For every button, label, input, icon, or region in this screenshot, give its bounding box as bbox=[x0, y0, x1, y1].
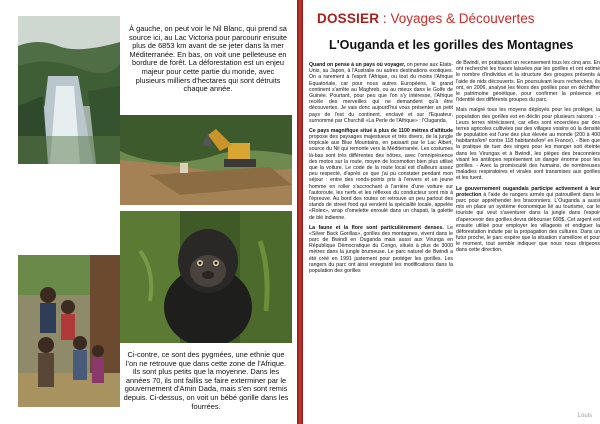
paragraph-body: on pense aux Etats-Unis, au Japon, à l'Australie ou autres destinations exotiques. On a rarement à l'esprit l'Afrique, ou tout du moins l'Afrique Equatoriale, car pour nous autres Européens, le grand continent s'arrête au Maghreb, ou au mieux dans le Golfe de Guinée. Pourtant, pour peu que l'on s'y intéresse, l'Afrique recèle des merveilles qui ne demandent qu'à être découvertes. Je vais donc aujourd'hui vous présenter un petit pays de l'est du continent, enclavé et sur l'Equateur, surnommé par Churchill «La Perle de l'Afrique» : l'Ouganda. bbox=[309, 62, 453, 124]
left-page bbox=[0, 0, 297, 424]
article-column-1 bbox=[309, 62, 453, 407]
paragraph-census bbox=[456, 60, 600, 103]
excavator-deforestation-photo bbox=[120, 115, 292, 205]
paragraph-lead: Ce pays magnifique situé à plus de 1100 mètres d'altitude bbox=[309, 127, 453, 134]
paragraph-body: Mais malgré tous les moyens déployés pour les protéger, la population des gorilles est en déclin pour plusieurs raisons : -Leurs terres rétrécissent, car elles sont encerclées par des terres agricoles cultivées par des villages voisins où la densité de population est l'une des plus élevée au monde (200 à 400 habitants/km² contre 118 habitants/km² en France). - Bien que la pratique de tuer des singes pour les manger soit éteinte dans les Virungas et à Bwindi, les pièges des braconniers visant les antilopes représentent un danger énorme pour les gorilles. - Avec la promiscuité des humains, de nombreuses maladies respiratoires et virales sont transmises aux gorilles et les tuent. bbox=[456, 107, 600, 182]
paragraph-body: de Bwindi, en pratiquant un recensement tous les cinq ans. En ont recherché les traces laissées par les gorilles et ont estimé le nombre d'individus et la structure des groupes présents à l'aide de nids découverts. En poursuivant leurs recherches, ils ont, en 2006, analysé les fèces des gorilles pour en déchiffrer le patrimoine génétique, pour confirmer la présence et l'identité des différents groupes du parc. bbox=[456, 60, 600, 104]
baby-gorilla-photo bbox=[120, 211, 292, 343]
author-signature: Louis bbox=[577, 413, 592, 419]
article-column-2 bbox=[456, 60, 600, 405]
paragraph-lead: Quand on pense à un pays où voyager, bbox=[309, 62, 406, 68]
pygmy-children-photo bbox=[18, 255, 120, 407]
paragraph-lead: Le gouvernement ougandais participe activement à leur protection bbox=[456, 185, 600, 198]
paragraph-government bbox=[456, 186, 600, 254]
paragraph-fauna bbox=[309, 225, 453, 275]
paragraph-lead: La faune et la flore sont particulièrement denses. bbox=[309, 224, 444, 231]
paragraph-body: à l'aide de rangers armés qui patrouillent dans le parc pour appréhender les braconniers. L'Ouganda a aussi mis en place un système économique lié au tourisme, car le touriste qui veut s'aventurer dans la jungle dans l'espoir d'apercevoir des gorilles devra débourser 600$. Cet argent est ensuite utilisé pour employer les villageois et endiguer la déforestation induite par la propagation des cultures. Dans un futur proche, le parc espère que la situation s'améliore et pour le moment, tout semble indiquer que nous nous dirigeons dans cette direction. bbox=[456, 191, 600, 254]
rubric-colon: : bbox=[379, 11, 391, 26]
right-page bbox=[303, 0, 600, 424]
paragraph-intro bbox=[309, 62, 453, 124]
article-title: L'Ouganda et les gorilles des Montagnes bbox=[329, 38, 574, 52]
pygmy-caption: Ci-contre, ce sont des pygmées, une ethnie que l'on ne retrouve que dans cette zone de l'Afrique. Ils sont plus petits que la moyenne. Dans les années 70, ils ont faillis se faire exterminer par le gouvernement d'Amin Dada, mais s'en sont remis depuis. Ci-dessus, on voit un bébé gorille dans les fourrées. bbox=[123, 350, 289, 411]
nile-caption: À gauche, on peut voir le Nil Blanc, qui prend sa source ici, au Lac Victoria pour parcourir ensuite plus de 6853 km avant de se jeter dans la mer Méditerranée. En bas, on voit une pelleteuse en bordure de forêt. La déforestation est un enjeu majeur pour cette partie du monde, avec plusieurs milliers d'hectares qui sont détruits chaque année. bbox=[128, 24, 288, 94]
nile-falls-photo bbox=[18, 16, 120, 164]
rubric-dossier: DOSSIER bbox=[317, 11, 380, 26]
rubric-theme: Voyages & Découvertes bbox=[390, 11, 535, 26]
paragraph-body: Le «Silver Back Gorillas», gorilles des montagnes, vivent dans le parc de Bwindi en Ouganda mais aussi aux Virunga en République Démocratique du Congo, situés à plus de 3000 mètres dans la jungle brumeuse. Le parc naturel de Bwindi a été créé en 1991 justement pour protéger les gorilles. Les rangers du parc ont ainsi enregistré les modifications dans la population des gorilles bbox=[309, 224, 453, 274]
section-rubric bbox=[317, 10, 597, 28]
paragraph-landscape bbox=[309, 128, 453, 221]
paragraph-body: propose des paysages majestueux et très divers, de la jungle tropicale aux Blue Mountains, en passant par le Lac Albert, source du Nil qui remonte vers la Méditerranée. Les costumes là-bas sont très différentes des nôtres, avec l'omniprésence des motos sur la route, moyen de locomotion bien plus utilisé que la voiture. Le code de la route local est d'ailleurs assez peu respecté, d'après ce que j'ai pu constater pendant mon séjour : entre des ronds-points pris à l'envers et un jeune homme en roller s'accrochant à l'arrière d'une voiture sur l'autoroute, les nerfs et les réflexes du conducteur sont mis à l'épreuve. Au bord des routes on retrouve un peu partout des stands de street food qui vendent la spécialité locale, appelée «Rolex», wrap d'omelette enroulé dans un chapati, la galette de blé indienne. bbox=[309, 134, 453, 221]
paragraph-decline bbox=[456, 107, 600, 181]
